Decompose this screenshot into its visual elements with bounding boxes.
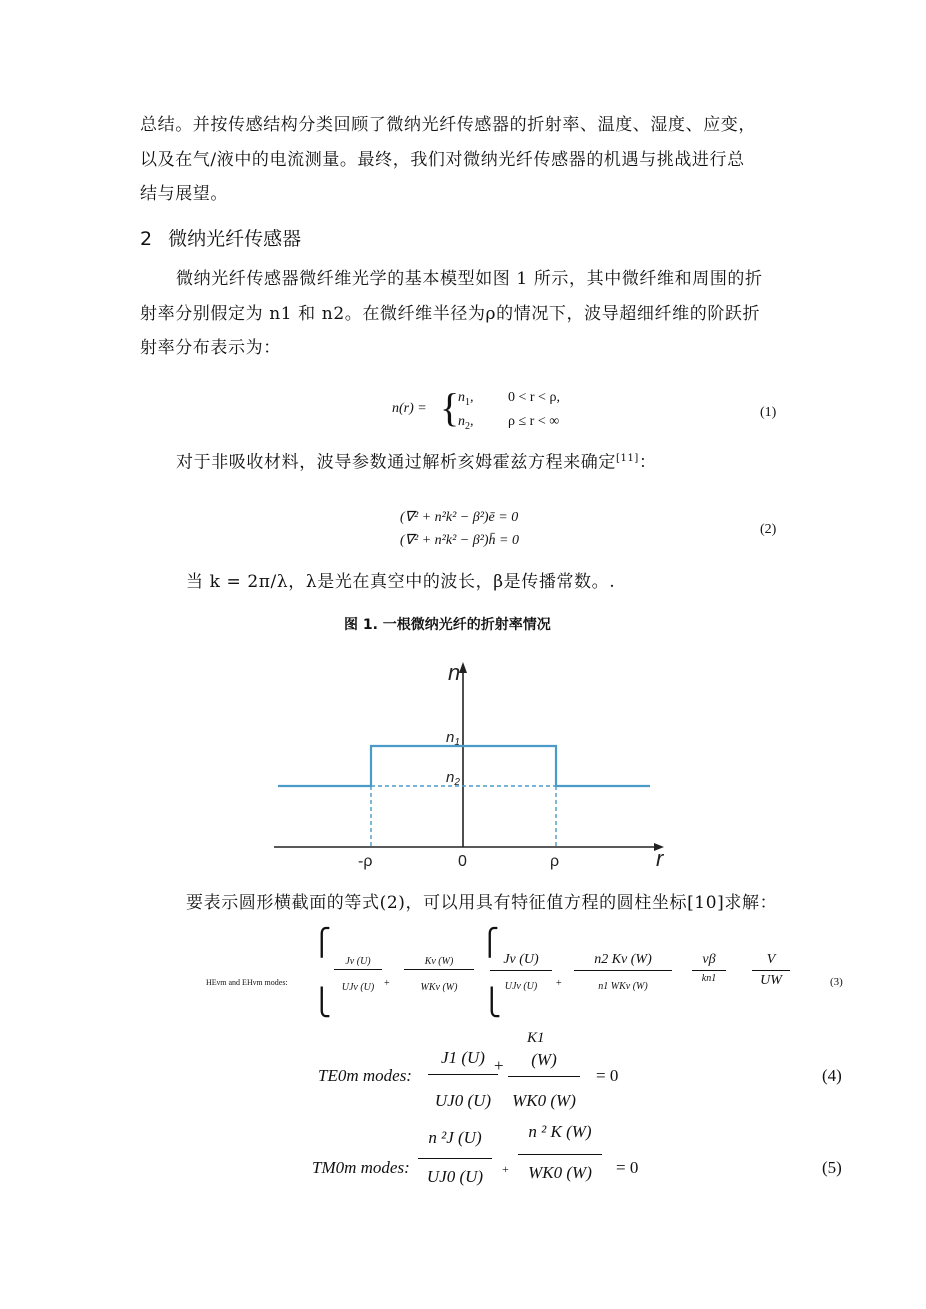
eq3-label: HEνm and EHνm modes:	[206, 978, 288, 987]
eq4-term-2: $\frac{(W)}{WK0 (W)}$	[508, 1050, 580, 1111]
n1-label: $n_1$	[446, 729, 460, 748]
text-line: 对于非吸收材料，波导参数通过解析亥姆霍兹方程来确定	[176, 452, 616, 473]
text-line: 射率分布表示为：	[140, 338, 281, 358]
eq1-case-1: $n_1$,	[458, 390, 474, 408]
eq3-bracket-icon: ⎩	[312, 988, 332, 1017]
tick-label-rho: ρ	[550, 853, 560, 870]
n2-label: $n_2$	[446, 769, 460, 788]
eq3-bracket-icon: ⎧	[312, 928, 332, 957]
section-title: 微纳光纤传感器	[168, 228, 302, 250]
figure-caption: 图 1. 一根微纳光纤的折射率情况	[344, 617, 551, 633]
tick-label-zero: 0	[458, 853, 467, 870]
eq4-term-1: $\frac{J1 (U)}{UJ0 (U)}$	[428, 1048, 498, 1111]
eq3-term-1: Jν (U) UJν (U)	[334, 956, 382, 993]
equation-number-3: (3)	[830, 976, 843, 988]
text-line: 当 k = 2π/λ，λ是光在真空中的波长，β是传播常数。.	[186, 572, 616, 592]
eq1-lhs: n(r) =	[392, 401, 427, 416]
figure-1	[270, 648, 670, 870]
body-paragraph	[186, 886, 777, 921]
eq2-line-1: (∇² + n²k² − β²)ē = 0	[400, 510, 519, 525]
intro-paragraph	[140, 108, 800, 212]
eq5-term-2: $\frac{\text{n ² K (W)}}{WK0 (W)}$	[518, 1122, 602, 1183]
eq1-brace: {	[440, 385, 460, 430]
text-line: 微纳光纤传感器微纤维光学的基本模型如图 1 所示，其中微纤维和周围的折	[176, 269, 763, 289]
eq3-term-5: νβ kn1	[692, 952, 726, 984]
eq3-term-4: n2 Kν (W) n1 WKν (W)	[574, 952, 672, 992]
eq3-bracket-icon: ⎧	[480, 928, 500, 957]
eq5-label: TM0m modes:	[312, 1158, 410, 1177]
eq1-condition-1: 0 < r < ρ,	[508, 390, 560, 405]
body-paragraph: 对于非吸收材料，波导参数通过解析亥姆霍兹方程来确定[11]：	[176, 452, 657, 473]
text-line: 射率分别假定为 n1 和 n2。在微纤维半径为ρ的情况下，波导超细纤维的阶跃折	[140, 303, 761, 324]
tick-label-minus-rho: -ρ	[358, 853, 373, 870]
eq3-term-6: $\frac{V}{UW}$	[752, 952, 790, 989]
eq2-line-2: (∇² + n²k² − β²)h̄ = 0	[400, 533, 520, 548]
equation-number-4: (4)	[822, 1066, 842, 1085]
equation-number-5: (5)	[822, 1158, 842, 1177]
eq4-label: TE0m modes:	[318, 1066, 412, 1085]
eq1-case-2: $n_2$,	[458, 414, 474, 432]
equation-number-2: (2)	[760, 522, 777, 537]
equation-4: TE0m modes: $\frac{J1 (U)}{UJ0 (U)}$ + K1 $\frac{(W)}{WK0 (W)}$ = 0 (4)	[318, 1030, 842, 1110]
index-profile-line	[278, 746, 650, 786]
equation-3: HEνm and EHνm modes: ⎧ ⎩ Jν (U) UJν (U) + Kν (W) WKν (W) ⎧ ⎩ Jν (U) UJν (U) + n2 Kν (W) n1 WKν (W) νβ kn1 $\frac{V}{UW}$ (3)	[206, 928, 843, 1017]
text-line: 以及在气/液中的电流测量。最终，我们对微纳光纤传感器的机遇与挑战进行总	[140, 149, 745, 170]
equation-2	[400, 506, 519, 552]
equation-5: TM0m modes: $\frac{\text{n ²J (U)}}{UJ0 (U)}$ + $\frac{\text{n ² K (W)}}{WK0 (W)}$ = 0 (5)	[312, 1122, 842, 1186]
eq3-bracket-icon: ⎩	[482, 988, 502, 1017]
text-line: 总结。并按传感结构分类回顾了微纳光纤传感器的折射率、温度、湿度、应变，	[140, 115, 756, 135]
body-paragraph	[140, 262, 800, 366]
section-heading	[140, 224, 301, 251]
section-number: 2	[140, 228, 153, 250]
y-axis-label: n	[448, 660, 461, 685]
equation-number-1: (1)	[760, 405, 777, 420]
body-paragraph	[186, 565, 615, 600]
x-axis-label: r	[656, 846, 664, 870]
text-line: 结与展望。	[140, 184, 228, 204]
eq1-condition-2: ρ ≤ r < ∞	[508, 414, 560, 429]
eq5-term-1: $\frac{\text{n ²J (U)}}{UJ0 (U)}$	[418, 1128, 492, 1187]
eq3-term-3: Jν (U) UJν (U)	[490, 952, 552, 992]
eq3-term-2: Kν (W) WKν (W)	[404, 956, 474, 993]
text-line: 要表示圆形横截面的等式(2)，可以用具有特征值方程的圆柱坐标[10]求解：	[186, 893, 778, 913]
citation: [11]	[616, 453, 639, 464]
